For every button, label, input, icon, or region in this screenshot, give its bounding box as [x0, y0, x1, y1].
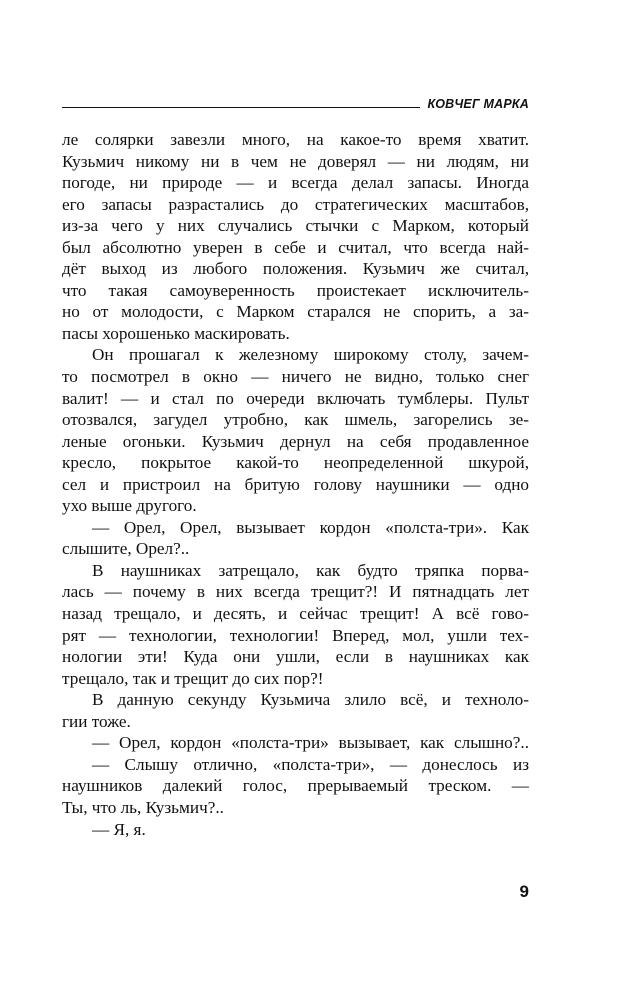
text-line: но от молодости, с Марком старался не спорить, а за- — [62, 302, 529, 322]
body-text — [62, 129, 529, 840]
text-line: Ты, что ль, Кузьмич?.. — [62, 797, 224, 817]
text-line: отозвался, загудел утробно, как шмель, загорелись зе- — [62, 410, 529, 430]
page-number: 9 — [519, 882, 529, 901]
text-line: ле солярки завезли много, на какое-то время хватит. — [62, 130, 529, 149]
running-title: КОВЧЕГ МАРКА — [427, 97, 529, 111]
text-line: В данную секунду Кузьмича злило всё, и техноло- — [92, 690, 529, 710]
text-line: лась — почему в них всегда трещит?! И пятнадцать лет — [62, 582, 529, 602]
text-line: из-за чего у них случались стычки с Марком, который — [62, 216, 529, 236]
text-line: Кузьмич никому ни в чем не доверял — ни людям, ни — [62, 151, 529, 171]
text-line: гии тоже. — [62, 711, 131, 731]
text-line: леные огоньки. Кузьмич дернул на себя продавленное — [62, 431, 529, 451]
text-line: нологии эти! Куда они ушли, если в наушниках как — [62, 647, 529, 667]
text-line: — Слышу отлично, «полста-три», — донеслось из — [92, 754, 529, 774]
text-line: — Орел, кордон «полста-три» вызывает, как слышно?.. — [92, 733, 529, 753]
text-line: назад трещало, и десять, и сейчас трещит! А всё гово- — [62, 604, 529, 624]
text-line: слышите, Орел?.. — [62, 539, 190, 559]
text-line: его запасы разрастались до стратегических масштабов, — [62, 194, 529, 214]
text-line: пасы хорошенько маскировать. — [62, 323, 290, 343]
text-line: Он прошагал к железному широкому столу, зачем- — [92, 345, 529, 365]
text-line: В наушниках затрещало, как будто тряпка порва- — [92, 560, 529, 580]
text-line: кресло, покрытое какой-то неопределенной шкурой, — [62, 453, 529, 473]
text-line: наушников далекий голос, прерываемый треском. — — [62, 776, 529, 796]
text-line: был абсолютно уверен в себе и считал, что всегда най- — [62, 237, 529, 257]
text-line: погоде, ни природе — и всегда делал запасы. Иногда — [62, 173, 529, 193]
text-line: сел и пристроил на бритую голову наушники — одно — [62, 474, 529, 494]
text-line: валит! — и стал по очереди включать тумблеры. Пульт — [62, 388, 529, 408]
text-line: дёт выход из любого положения. Кузьмич же считал, — [62, 259, 529, 279]
text-line: что такая самоуверенность проистекает исключитель- — [62, 280, 529, 300]
text-line: ухо выше другого. — [62, 496, 197, 516]
running-header — [62, 95, 529, 113]
text-line: — Я, я. — [92, 819, 146, 839]
text-line: трещало, так и трещит до сих пор?! — [62, 668, 324, 688]
text-line: — Орел, Орел, вызывает кордон «полста-три». Как — [92, 517, 529, 537]
text-line: рят — технологии, технологии! Вперед, мол, ушли тех- — [62, 625, 529, 645]
text-line: то посмотрел в окно — ничего не видно, только снег — [62, 367, 529, 387]
header-rule — [62, 107, 420, 108]
